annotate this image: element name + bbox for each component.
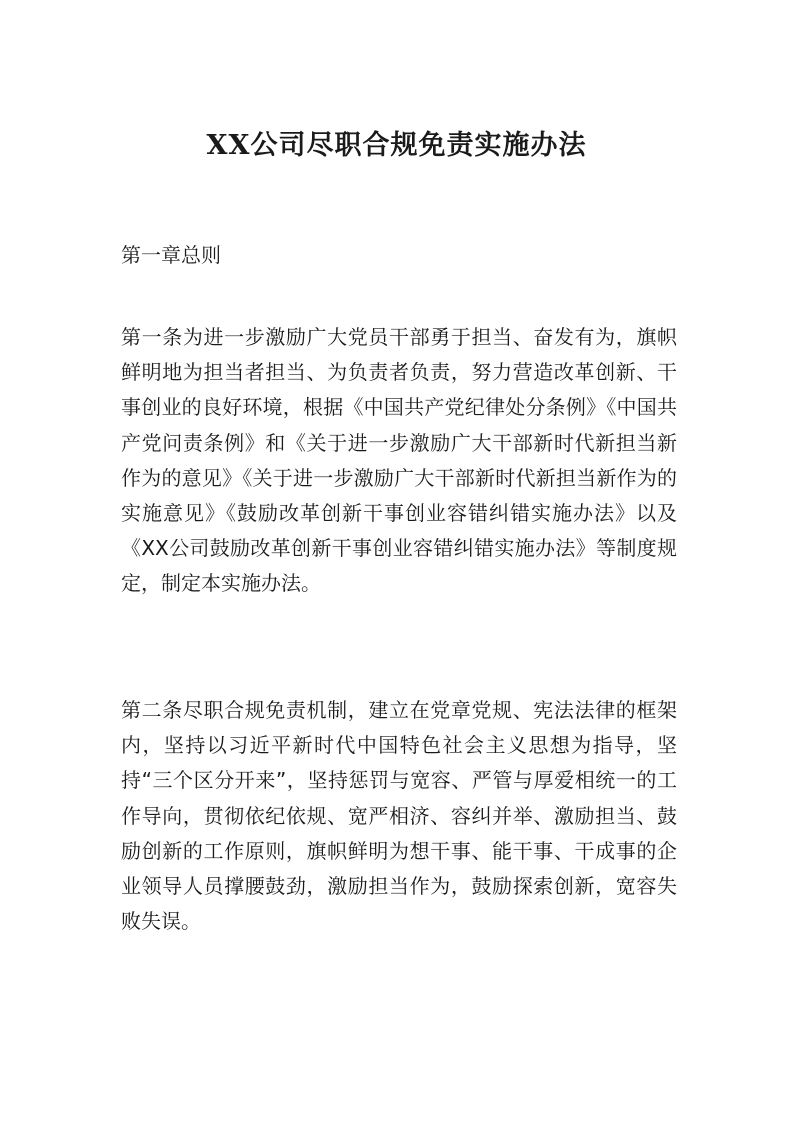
- article-2-paragraph: 第二条尽职合规免责机制，建立在党章党规、宪法法律的框架内，坚持以习近平新时代中国特色社会主义思想为指导，坚持“三个区分开来”，坚持惩罚与宽容、严管与厚爱相统一的工作导向，贯彻依纪依规、宽严相济、容纠并举、激励担当、鼓励创新的工作原则，旗帜鲜明为想干事、能干事、干成事的企业领导人员撑腰鼓劲，激励担当作为，鼓励探索创新，宽容失败失误。: [121, 698, 677, 934]
- document-title: XX公司尽职合规免责实施办法: [206, 130, 587, 161]
- chapter-heading: 第一章总则: [121, 243, 221, 267]
- article-1-paragraph: 第一条为进一步激励广大党员干部勇于担当、奋发有为，旗帜鲜明地为担当者担当、为负责者负责，努力营造改革创新、干事创业的良好环境，根据《中国共产党纪律处分条例》《中国共产党问责条例》和《关于进一步激励广大干部新时代新担当新作为的意见》《关于进一步激励广大干部新时代新担当新作为的实施意见》《鼓励改革创新干事创业容错纠错实施办法》以及《XX公司鼓励改革创新干事创业容错纠错实施办法》等制度规定，制定本实施办法。: [121, 325, 677, 596]
